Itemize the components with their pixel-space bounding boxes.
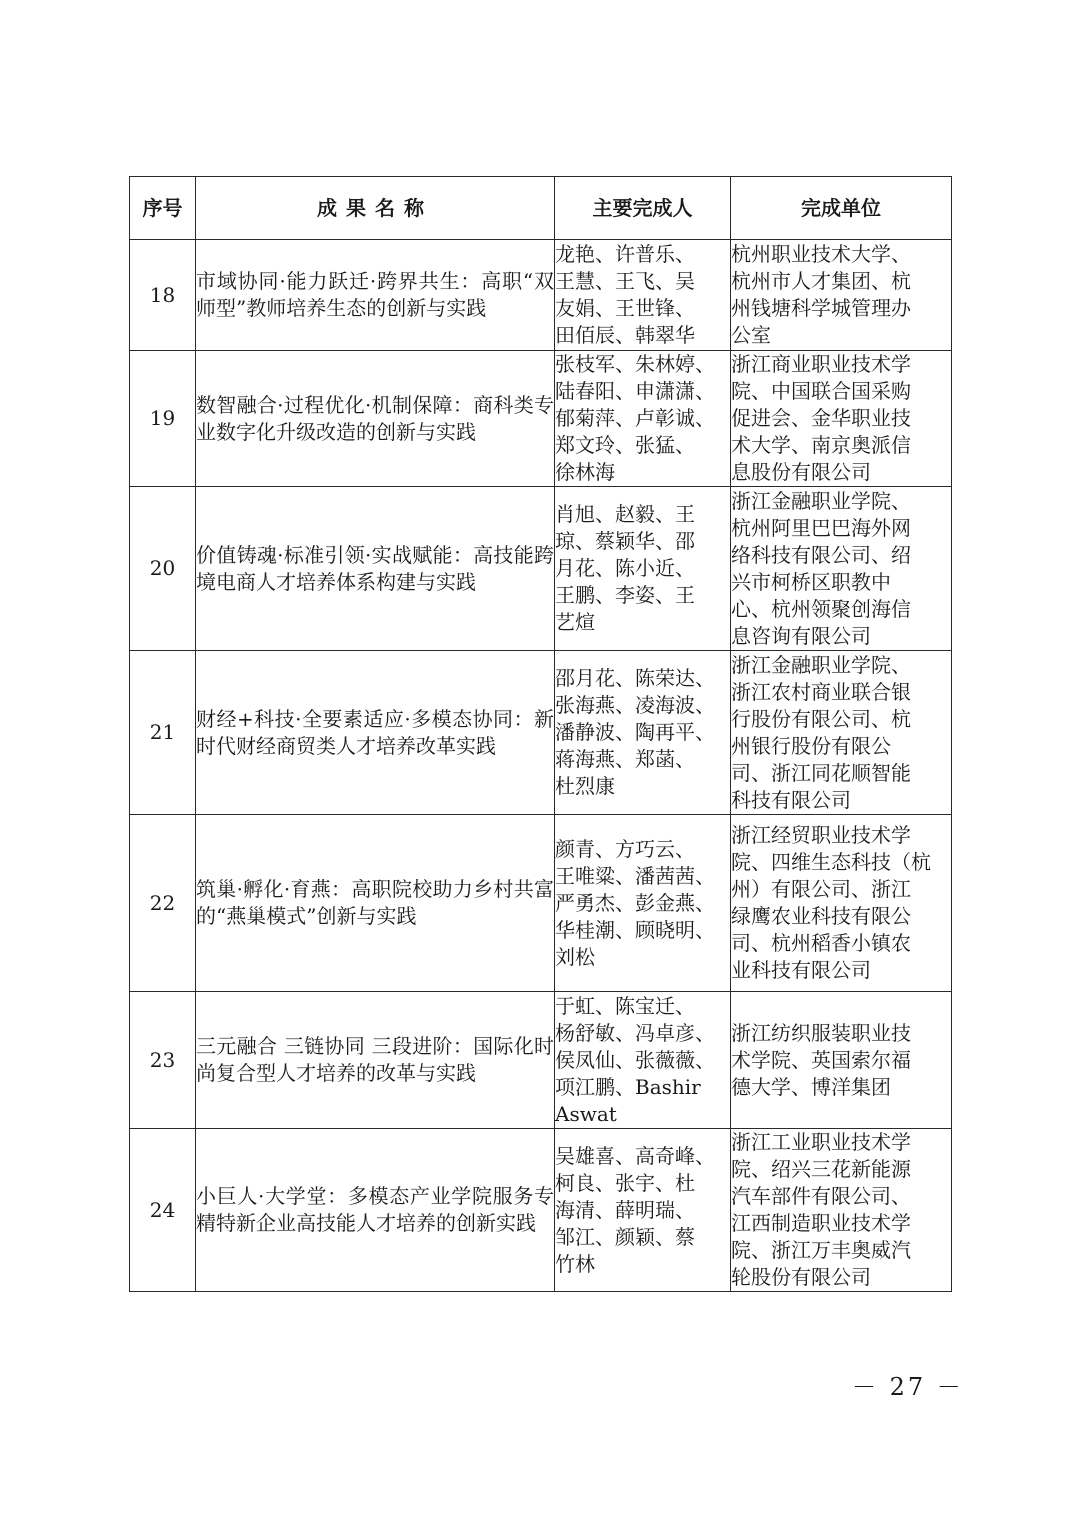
unit-line: 院、四维生态科技（杭 [731, 850, 931, 874]
header-index: 序号 [130, 177, 196, 240]
header-unit: 完成单位 [731, 177, 952, 240]
completing-units [731, 815, 952, 992]
main-contributors [555, 992, 731, 1129]
main-contributors [555, 351, 731, 487]
unit-line: 术学院、英国索尔福 [731, 1047, 911, 1072]
header-title: 成果名称 [196, 177, 555, 240]
contributor-line: 潘静波、陶再平、 [555, 720, 715, 744]
row-number: 23 [130, 992, 196, 1129]
contributor-line: 项江鹏、Bashir [555, 1074, 701, 1099]
unit-line: 州）有限公司、浙江 [731, 877, 911, 901]
unit-line: 浙江经贸职业技术学 [731, 823, 911, 847]
unit-line: 司、杭州稻香小镇农 [731, 931, 911, 955]
contributor-line: 艺煊 [555, 610, 595, 634]
contributor-line: 侯凤仙、张薇薇、 [555, 1047, 715, 1072]
contributor-line: Aswat [555, 1101, 617, 1126]
contributor-line: 刘松 [555, 944, 595, 969]
row-number: 21 [130, 651, 196, 815]
awards-table [129, 176, 952, 1292]
contributor-line: 月花、陈小近、 [555, 556, 695, 580]
unit-line: 杭州阿里巴巴海外网 [731, 515, 911, 540]
contributor-line: 张枝军、朱林婷、 [555, 352, 715, 376]
table-row [130, 487, 952, 651]
unit-line: 浙江金融职业学院、 [731, 488, 911, 513]
achievement-title: 三元融合 三链协同 三段进阶：国际化时尚复合型人才培养的改革与实践 [196, 992, 555, 1129]
unit-line: 院、浙江万丰奥威汽 [731, 1238, 911, 1262]
unit-line: 轮股份有限公司 [731, 1265, 871, 1289]
contributor-line: 华桂潮、顾晓明、 [555, 917, 715, 942]
main-contributors [555, 651, 731, 815]
achievement-title: 小巨人·大学堂：多模态产业学院服务专精特新企业高技能人才培养的创新实践 [196, 1129, 555, 1292]
contributor-line: 田佰辰、韩翠华 [555, 323, 695, 347]
contributor-line: 王唯粱、潘茜茜、 [555, 863, 715, 888]
table-row [130, 992, 952, 1129]
header-people: 主要完成人 [555, 177, 731, 240]
unit-line: 息咨询有限公司 [731, 623, 871, 648]
main-contributors [555, 487, 731, 651]
contributor-line: 吴雄喜、高奇峰、 [555, 1143, 715, 1168]
completing-units [731, 1129, 952, 1292]
row-number: 22 [130, 815, 196, 992]
achievement-title: 筑巢·孵化·育燕：高职院校助力乡村共富的“燕巢模式”创新与实践 [196, 815, 555, 992]
row-number: 19 [130, 351, 196, 487]
contributor-line: 严勇杰、彭金燕、 [555, 890, 715, 915]
unit-line: 州银行股份有限公 [731, 733, 891, 758]
unit-line: 杭州职业技术大学、 [731, 242, 911, 266]
unit-line: 德大学、博洋集团 [731, 1074, 891, 1099]
unit-line: 浙江工业职业技术学 [731, 1130, 911, 1154]
contributor-line: 邵月花、陈荣达、 [555, 666, 715, 690]
unit-line: 汽车部件有限公司、 [731, 1184, 911, 1208]
unit-line: 院、绍兴三花新能源 [731, 1157, 911, 1181]
completing-units [731, 651, 952, 815]
row-number: 24 [130, 1129, 196, 1292]
contributor-line: 郁菊萍、卢彰诚、 [555, 406, 715, 430]
achievement-title: 财经+科技·全要素适应·多模态协同：新时代财经商贸类人才培养改革实践 [196, 651, 555, 815]
contributor-line: 张海燕、凌海波、 [555, 693, 715, 717]
completing-units [731, 992, 952, 1129]
unit-line: 息股份有限公司 [731, 460, 871, 484]
unit-line: 心、杭州领聚创海信 [731, 596, 911, 621]
contributor-line: 肖旭、赵毅、王 [555, 502, 695, 526]
unit-line: 浙江农村商业联合银 [731, 679, 911, 704]
contributor-line: 颜青、方巧云、 [555, 836, 695, 861]
row-number: 20 [130, 487, 196, 651]
contributor-line: 龙艳、许普乐、 [555, 242, 695, 266]
contributor-line: 竹林 [555, 1251, 595, 1276]
main-contributors [555, 1129, 731, 1292]
contributor-line: 王慧、王飞、吴 [555, 269, 695, 293]
row-number: 18 [130, 240, 196, 351]
unit-line: 杭州市人才集团、杭 [731, 269, 911, 293]
completing-units [731, 487, 952, 651]
unit-line: 兴市柯桥区职教中 [731, 569, 891, 594]
unit-line: 促进会、金华职业技 [731, 406, 911, 430]
contributor-line: 海清、薛明瑞、 [555, 1197, 695, 1222]
unit-line: 术大学、南京奥派信 [731, 433, 911, 457]
table-row [130, 240, 952, 351]
table-row [130, 1129, 952, 1292]
contributor-line: 郑文玲、张猛、 [555, 433, 695, 457]
table-row [130, 815, 952, 992]
contributor-line: 友娟、王世锋、 [555, 296, 695, 320]
unit-line: 行股份有限公司、杭 [731, 706, 911, 731]
unit-line: 浙江纺织服装职业技 [731, 1020, 911, 1045]
contributor-line: 杜烈康 [555, 774, 615, 798]
main-contributors [555, 815, 731, 992]
main-contributors [555, 240, 731, 351]
unit-line: 江西制造职业技术学 [731, 1211, 911, 1235]
achievement-title: 价值铸魂·标准引领·实战赋能：高技能跨境电商人才培养体系构建与实践 [196, 487, 555, 651]
unit-line: 业科技有限公司 [731, 958, 871, 982]
page-number: － 27 － [852, 1373, 964, 1401]
contributor-line: 王鹏、李姿、王 [555, 583, 695, 607]
completing-units [731, 240, 952, 351]
unit-line: 绿鹰农业科技有限公 [731, 904, 911, 928]
unit-line: 络科技有限公司、绍 [731, 542, 911, 567]
contributor-line: 徐林海 [555, 460, 615, 484]
table-header-row [130, 177, 952, 240]
table-row [130, 651, 952, 815]
contributor-line: 柯良、张宇、杜 [555, 1170, 695, 1195]
unit-line: 浙江商业职业技术学 [731, 352, 911, 376]
unit-line: 科技有限公司 [731, 787, 851, 812]
contributor-line: 邹江、颜颖、蔡 [555, 1224, 695, 1249]
achievement-title: 市域协同·能力跃迁·跨界共生：高职“双师型”教师培养生态的创新与实践 [196, 240, 555, 351]
unit-line: 院、中国联合国采购 [731, 379, 911, 403]
unit-line: 州钱塘科学城管理办 [731, 296, 911, 320]
unit-line: 公室 [731, 323, 771, 347]
contributor-line: 杨舒敏、冯卓彦、 [555, 1020, 715, 1045]
contributor-line: 蒋海燕、郑菡、 [555, 747, 695, 771]
table-row [130, 351, 952, 487]
contributor-line: 于虹、陈宝迁、 [555, 993, 695, 1018]
achievement-title: 数智融合·过程优化·机制保障：商科类专业数字化升级改造的创新与实践 [196, 351, 555, 487]
completing-units [731, 351, 952, 487]
contributor-line: 陆春阳、申潇潇、 [555, 379, 715, 403]
contributor-line: 琼、蔡颖华、邵 [555, 529, 695, 553]
unit-line: 司、浙江同花顺智能 [731, 760, 911, 785]
unit-line: 浙江金融职业学院、 [731, 652, 911, 677]
